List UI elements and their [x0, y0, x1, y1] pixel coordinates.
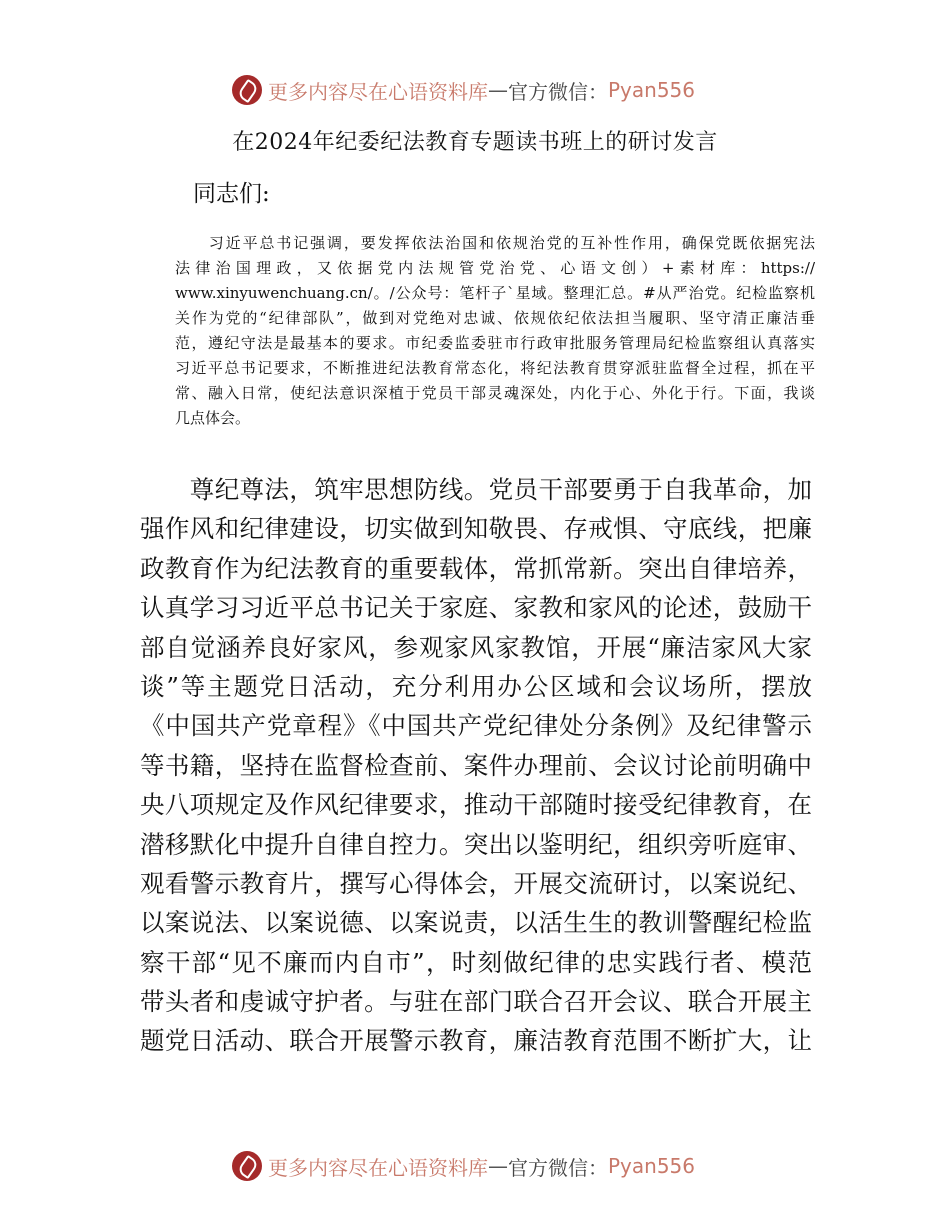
body-paragraph	[140, 470, 812, 1061]
text-line: 范，遵纪守法是最基本的要求。市纪委监委驻市行政审批服务管理局纪检监察组认真落实	[175, 334, 815, 352]
watermark-wechat-id: Pyan556	[608, 78, 696, 102]
text-line: 习近平总书记强调，要发挥依法治国和依规治党的互补性作用，确保党既依据宪法	[175, 234, 815, 252]
logo-icon	[232, 1151, 262, 1181]
text-line: 法律治国理政，又依据党内法规管党治党、心语文创）+素材库：https://	[175, 259, 815, 277]
text-line: www.xinyuwenchuang.cn/。/公众号：笔杆子`星域。整理汇总。#从严治党。纪检监察机	[175, 284, 815, 302]
text-line: 央八项规定及作风纪律要求，推动干部随时接受纪律教育，在	[140, 790, 812, 820]
watermark-wechat-id: Pyan556	[608, 1154, 696, 1178]
watermark-footer	[232, 1148, 695, 1184]
intro-paragraph	[175, 231, 815, 431]
logo-icon	[232, 75, 262, 105]
text-line: 潜移默化中提升自律自控力。突出以鉴明纪，组织旁听庭审、	[140, 829, 812, 859]
text-line: 题党日活动、联合开展警示教育，廉洁教育范围不断扩大，让	[140, 1026, 812, 1056]
text-line: 察干部“见不廉而内自市”，时刻做纪律的忠实践行者、模范	[140, 947, 812, 977]
document-title: 在2024年纪委纪法教育专题读书班上的研讨发言	[232, 130, 718, 155]
watermark-site: 更多内容尽在心语资料库	[268, 79, 488, 104]
text-line: 强作风和纪律建设，切实做到知敬畏、存戒惧、守底线，把廉	[140, 514, 812, 544]
watermark-wechat-label: 官方微信：	[508, 1155, 608, 1180]
text-line: 等书籍，坚持在监督检查前、案件办理前、会议讨论前明确中	[140, 750, 812, 780]
watermark-header	[232, 72, 695, 108]
watermark-wechat-label: 官方微信：	[508, 79, 608, 104]
text-line: 部自觉涵养良好家风，参观家风家教馆，开展“廉洁家风大家	[140, 632, 812, 662]
text-line: 关作为党的“纪律部队”，做到对党绝对忠诚、依规依纪依法担当履职、坚守清正廉洁垂	[175, 309, 815, 327]
text-line: 政教育作为纪法教育的重要载体，常抓常新。突出自律培养，	[140, 553, 812, 583]
text-line: 谈”等主题党日活动，充分利用办公区域和会议场所，摆放	[140, 671, 812, 701]
text-line: 习近平总书记要求，不断推进纪法教育常态化，将纪法教育贯穿派驻监督全过程，抓在平	[175, 359, 815, 377]
text-line: 尊纪尊法，筑牢思想防线。党员干部要勇于自我革命，加	[140, 475, 812, 504]
text-line: 以案说法、以案说德、以案说责，以活生生的教训警醒纪检监	[140, 908, 812, 938]
text-line: 观看警示教育片，撰写心得体会，开展交流研讨，以案说纪、	[140, 868, 812, 898]
text-line: 几点体会。	[175, 409, 251, 427]
text-line: 常、融入日常，使纪法意识深植于党员干部灵魂深处，内化于心、外化于行。下面，我谈	[175, 384, 815, 402]
text-line: 带头者和虔诚守护者。与驻在部门联合召开会议、联合开展主	[140, 987, 812, 1017]
watermark-site: 更多内容尽在心语资料库	[268, 1155, 488, 1180]
watermark-dash: —	[488, 78, 508, 102]
text-line: 《中国共产党章程》《中国共产党纪律处分条例》及纪律警示	[140, 711, 812, 741]
watermark-dash: —	[488, 1154, 508, 1178]
greeting: 同志们:	[193, 181, 270, 207]
text-line: 认真学习习近平总书记关于家庭、家教和家风的论述，鼓励干	[140, 593, 812, 623]
